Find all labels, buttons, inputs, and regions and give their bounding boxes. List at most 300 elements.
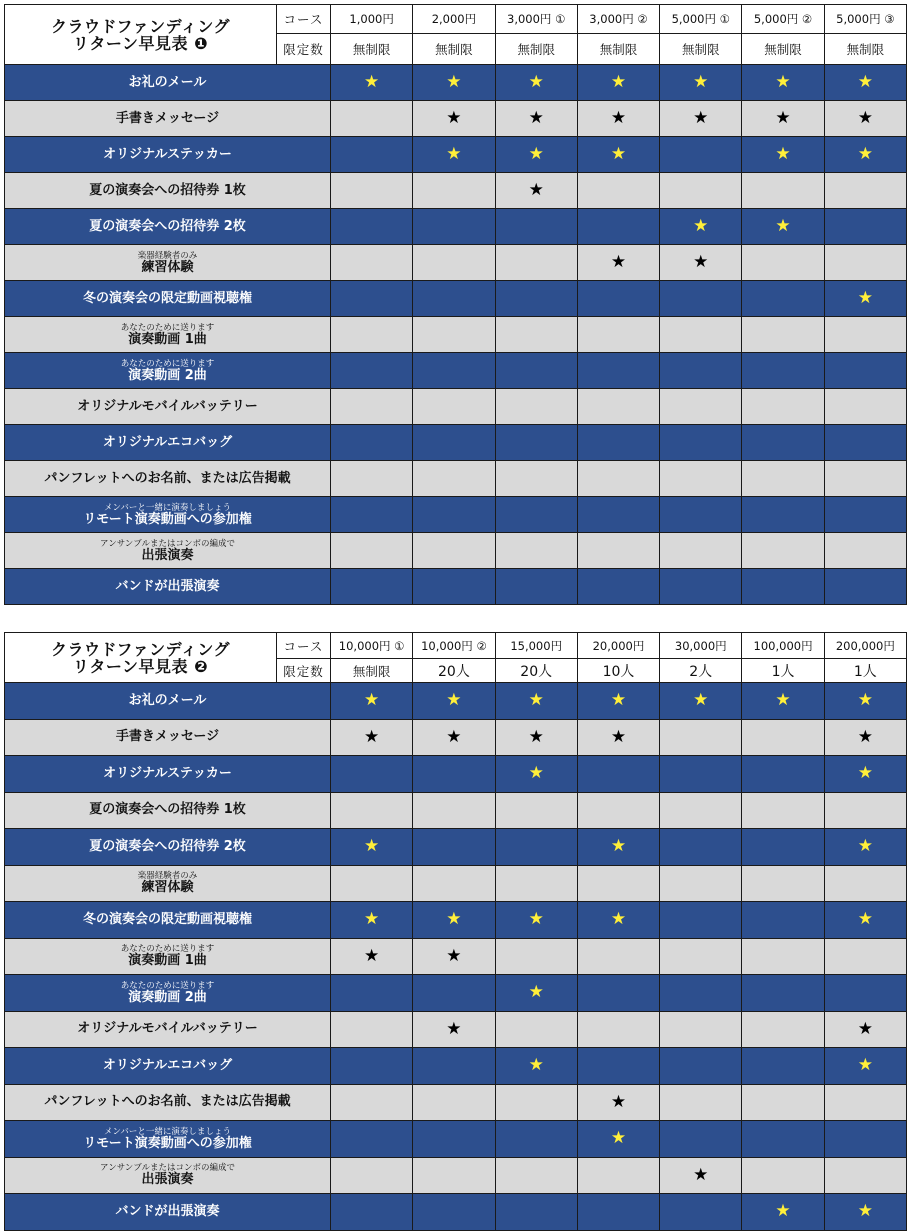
star-icon: ★: [693, 252, 709, 272]
reward-name: 夏の演奏会への招待券 2枚: [89, 218, 246, 234]
limit-cell: 無制限: [660, 34, 742, 65]
reward-label: [5, 497, 331, 533]
reward-row: [5, 281, 907, 317]
reward-cell: [660, 317, 742, 353]
reward-name: オリジナルステッカー: [103, 765, 232, 781]
reward-cell: [660, 975, 742, 1012]
reward-cell: [824, 137, 906, 173]
limit-cell: 無制限: [495, 34, 577, 65]
reward-label: [5, 425, 331, 461]
reward-cell: [824, 425, 906, 461]
reward-cell: [495, 245, 577, 281]
course-header-cell: 3,000円 ②: [577, 5, 659, 34]
reward-row: [5, 975, 907, 1012]
star-icon: ★: [528, 690, 544, 711]
reward-cell: [824, 1121, 906, 1158]
star-icon: ★: [446, 726, 462, 747]
reward-note: 楽器経験者のみ: [137, 250, 198, 261]
reward-cell: [495, 425, 577, 461]
reward-cell: [495, 829, 577, 866]
star-icon: ★: [610, 108, 627, 128]
star-icon: ★: [857, 1018, 873, 1039]
reward-label: [5, 829, 331, 866]
star-icon: ★: [857, 144, 873, 164]
reward-cell: [824, 1157, 906, 1194]
reward-name: パンフレットへのお名前、または広告掲載: [44, 1094, 291, 1110]
star-icon: ★: [364, 726, 380, 747]
reward-cell: [577, 792, 659, 829]
reward-cell: [660, 137, 742, 173]
reward-cell: [742, 173, 824, 209]
reward-cell: [742, 792, 824, 829]
reward-cell: [331, 281, 413, 317]
reward-cell: [824, 683, 906, 720]
reward-cell: [331, 938, 413, 975]
limit-header-label: 限定数: [277, 659, 331, 683]
reward-cell: [577, 425, 659, 461]
reward-note: 楽器経験者のみ: [137, 871, 198, 882]
reward-name: 出張演奏: [141, 1172, 194, 1188]
reward-cell: [742, 719, 824, 756]
limit-cell: 無制限: [577, 34, 659, 65]
reward-cell: [413, 65, 495, 101]
course-header-cell: 3,000円 ①: [495, 5, 577, 34]
reward-row: [5, 902, 907, 939]
reward-name: 練習体験: [141, 880, 194, 896]
reward-cell: [331, 569, 413, 605]
star-icon: ★: [693, 216, 709, 236]
reward-cell: [331, 975, 413, 1012]
reward-cell: [331, 756, 413, 793]
star-icon: ★: [528, 909, 544, 930]
reward-cell: [495, 756, 577, 793]
reward-note: メンバーと一緒に演奏しましょう: [104, 502, 231, 513]
reward-label: [5, 281, 331, 317]
reward-cell: [331, 1194, 413, 1231]
reward-cell: [742, 353, 824, 389]
reward-cell: [577, 1048, 659, 1085]
reward-label: [5, 353, 331, 389]
star-icon: ★: [528, 982, 544, 1003]
reward-name: オリジナルエコバッグ: [102, 1057, 233, 1073]
star-icon: ★: [610, 690, 627, 711]
reward-cell: [413, 756, 495, 793]
reward-name: 演奏動画 1曲: [128, 953, 207, 969]
reward-row: [5, 245, 907, 281]
reward-cell: [331, 1121, 413, 1158]
reward-cell: [742, 975, 824, 1012]
reward-label: [5, 792, 331, 829]
reward-cell: [824, 975, 906, 1012]
star-icon: ★: [610, 72, 627, 92]
reward-cell: [495, 317, 577, 353]
reward-cell: [331, 683, 413, 720]
reward-cell: [577, 137, 659, 173]
star-icon: ★: [610, 144, 627, 164]
reward-cell: [742, 1121, 824, 1158]
reward-cell: [577, 975, 659, 1012]
reward-row: [5, 137, 907, 173]
reward-cell: [413, 137, 495, 173]
reward-cell: [495, 938, 577, 975]
reward-cell: [660, 719, 742, 756]
star-icon: ★: [857, 108, 873, 128]
reward-label: [5, 1194, 331, 1231]
reward-cell: [660, 756, 742, 793]
reward-label: [5, 173, 331, 209]
reward-cell: [577, 569, 659, 605]
reward-row: [5, 1048, 907, 1085]
reward-cell: [660, 461, 742, 497]
reward-cell: [577, 1121, 659, 1158]
reward-cell: [495, 865, 577, 902]
reward-row: [5, 425, 907, 461]
reward-cell: [413, 1157, 495, 1194]
reward-name: リモート演奏動画への参加権: [83, 511, 252, 527]
reward-label: [5, 461, 331, 497]
reward-cell: [413, 245, 495, 281]
reward-name: オリジナルエコバッグ: [102, 434, 233, 450]
reward-cell: [742, 938, 824, 975]
reward-cell: [331, 209, 413, 245]
limit-cell: 20人: [413, 659, 495, 683]
reward-name: 手書きメッセージ: [115, 110, 220, 126]
reward-row: [5, 1084, 907, 1121]
reward-cell: [413, 1084, 495, 1121]
reward-cell: [577, 497, 659, 533]
reward-label: [5, 1157, 331, 1194]
reward-row: [5, 497, 907, 533]
table-title-line1: クラウドファンディング: [50, 639, 231, 659]
reward-cell: [495, 353, 577, 389]
reward-cell: [824, 209, 906, 245]
star-icon: ★: [364, 836, 380, 857]
reward-cell: [331, 317, 413, 353]
reward-note: アンサンブルまたはコンボの編成で: [100, 538, 235, 549]
reward-cell: [660, 938, 742, 975]
reward-label: [5, 389, 331, 425]
reward-cell: [577, 829, 659, 866]
reward-table-2: [4, 632, 907, 1231]
star-icon: ★: [693, 690, 709, 711]
reward-cell: [660, 353, 742, 389]
reward-cell: [413, 461, 495, 497]
reward-row: [5, 65, 907, 101]
reward-cell: [331, 792, 413, 829]
reward-cell: [495, 1121, 577, 1158]
reward-cell: [742, 281, 824, 317]
reward-cell: [742, 65, 824, 101]
reward-name: 練習体験: [141, 259, 194, 275]
star-icon: ★: [364, 72, 380, 92]
star-icon: ★: [610, 1128, 627, 1149]
reward-cell: [824, 938, 906, 975]
limit-cell: 10人: [577, 659, 659, 683]
star-icon: ★: [775, 144, 791, 164]
reward-row: [5, 1194, 907, 1231]
star-icon: ★: [610, 1091, 627, 1112]
reward-cell: [413, 719, 495, 756]
course-header-cell: 20,000円: [577, 633, 659, 659]
course-header-cell: 1,000円: [331, 5, 413, 34]
limit-cell: 1人: [742, 659, 824, 683]
reward-cell: [331, 1048, 413, 1085]
reward-cell: [824, 865, 906, 902]
reward-cell: [742, 1048, 824, 1085]
reward-note: アンサンブルまたはコンボの編成で: [100, 1163, 235, 1174]
reward-cell: [742, 1084, 824, 1121]
limit-header-label: 限定数: [277, 34, 331, 65]
star-icon: ★: [446, 1018, 462, 1039]
reward-cell: [824, 792, 906, 829]
reward-cell: [331, 389, 413, 425]
reward-cell: [660, 173, 742, 209]
reward-cell: [495, 1084, 577, 1121]
reward-name: 冬の演奏会の限定動画視聴権: [82, 911, 252, 927]
reward-name: 出張演奏: [141, 547, 194, 563]
star-icon: ★: [610, 252, 627, 272]
reward-cell: [331, 719, 413, 756]
reward-cell: [660, 389, 742, 425]
reward-label: [5, 1084, 331, 1121]
reward-cell: [660, 425, 742, 461]
reward-cell: [577, 938, 659, 975]
reward-cell: [495, 101, 577, 137]
reward-cell: [495, 569, 577, 605]
reward-cell: [331, 1157, 413, 1194]
reward-label: [5, 683, 331, 720]
reward-row: [5, 683, 907, 720]
reward-label: [5, 1011, 331, 1048]
reward-cell: [742, 683, 824, 720]
reward-name: お礼のメール: [128, 74, 207, 90]
reward-label: [5, 533, 331, 569]
reward-cell: [577, 245, 659, 281]
reward-cell: [495, 1011, 577, 1048]
reward-cell: [413, 1011, 495, 1048]
table-title: [5, 5, 277, 65]
reward-row: [5, 569, 907, 605]
reward-cell: [331, 137, 413, 173]
reward-row: [5, 865, 907, 902]
reward-cell: [824, 173, 906, 209]
reward-cell: [824, 65, 906, 101]
star-icon: ★: [446, 690, 462, 711]
star-icon: ★: [446, 945, 462, 966]
reward-cell: [413, 353, 495, 389]
table-title-line2: リターン早見表 ❷: [72, 656, 209, 676]
reward-cell: [742, 317, 824, 353]
star-icon: ★: [446, 108, 462, 128]
reward-cell: [660, 65, 742, 101]
reward-cell: [742, 756, 824, 793]
reward-cell: [495, 209, 577, 245]
reward-cell: [331, 461, 413, 497]
course-header-cell: 15,000円: [495, 633, 577, 659]
reward-cell: [824, 1048, 906, 1085]
star-icon: ★: [693, 108, 709, 128]
limit-cell: 無制限: [331, 659, 413, 683]
reward-cell: [413, 533, 495, 569]
reward-cell: [413, 1121, 495, 1158]
star-icon: ★: [364, 690, 380, 711]
reward-note: あなたのために送ります: [120, 944, 215, 955]
limit-cell: 無制限: [331, 34, 413, 65]
reward-row: [5, 1157, 907, 1194]
reward-label: [5, 865, 331, 902]
reward-cell: [577, 533, 659, 569]
star-icon: ★: [610, 726, 627, 747]
reward-row: [5, 353, 907, 389]
reward-cell: [660, 245, 742, 281]
limit-cell: 20人: [495, 659, 577, 683]
reward-cell: [742, 245, 824, 281]
reward-cell: [577, 756, 659, 793]
reward-cell: [413, 1048, 495, 1085]
reward-cell: [577, 1194, 659, 1231]
reward-cell: [413, 792, 495, 829]
reward-name: 演奏動画 2曲: [128, 989, 207, 1005]
reward-cell: [742, 1157, 824, 1194]
star-icon: ★: [857, 763, 873, 784]
reward-cell: [495, 461, 577, 497]
star-icon: ★: [364, 909, 380, 930]
reward-row: [5, 317, 907, 353]
reward-cell: [331, 425, 413, 461]
reward-row: [5, 209, 907, 245]
reward-cell: [824, 389, 906, 425]
reward-row: [5, 173, 907, 209]
course-header-cell: 30,000円: [660, 633, 742, 659]
reward-cell: [577, 1011, 659, 1048]
reward-cell: [742, 1011, 824, 1048]
reward-cell: [824, 1084, 906, 1121]
reward-name: オリジナルモバイルバッテリー: [77, 398, 258, 414]
reward-cell: [742, 902, 824, 939]
reward-cell: [495, 137, 577, 173]
course-header-cell: 100,000円: [742, 633, 824, 659]
reward-cell: [413, 389, 495, 425]
reward-cell: [413, 829, 495, 866]
reward-name: 夏の演奏会への招待券 1枚: [89, 802, 246, 818]
reward-cell: [331, 101, 413, 137]
reward-row: [5, 389, 907, 425]
reward-name: 夏の演奏会への招待券 1枚: [89, 182, 246, 198]
reward-name: オリジナルモバイルバッテリー: [77, 1021, 258, 1037]
limit-cell: 無制限: [413, 34, 495, 65]
reward-label: [5, 317, 331, 353]
star-icon: ★: [857, 690, 873, 711]
reward-cell: [660, 497, 742, 533]
course-header-cell: 10,000円 ①: [331, 633, 413, 659]
reward-cell: [413, 425, 495, 461]
reward-cell: [331, 1084, 413, 1121]
reward-cell: [742, 461, 824, 497]
reward-cell: [660, 209, 742, 245]
reward-cell: [660, 1011, 742, 1048]
reward-cell: [824, 1011, 906, 1048]
reward-cell: [742, 101, 824, 137]
reward-row: [5, 533, 907, 569]
reward-cell: [660, 1194, 742, 1231]
reward-cell: [331, 829, 413, 866]
course-header-cell: 200,000円: [824, 633, 906, 659]
star-icon: ★: [610, 836, 627, 857]
reward-cell: [742, 533, 824, 569]
reward-name: 手書きメッセージ: [115, 729, 220, 745]
reward-cell: [824, 533, 906, 569]
reward-cell: [660, 1084, 742, 1121]
reward-name: 夏の演奏会への招待券 2枚: [89, 838, 246, 854]
reward-cell: [577, 461, 659, 497]
reward-row: [5, 461, 907, 497]
reward-cell: [413, 975, 495, 1012]
reward-cell: [660, 829, 742, 866]
reward-label: [5, 975, 331, 1012]
reward-cell: [495, 792, 577, 829]
reward-label: [5, 137, 331, 173]
course-header-label: コース: [277, 633, 331, 659]
star-icon: ★: [857, 72, 873, 92]
reward-cell: [577, 101, 659, 137]
star-icon: ★: [446, 909, 462, 930]
reward-name: お礼のメール: [128, 692, 207, 708]
star-icon: ★: [775, 1201, 791, 1222]
reward-cell: [577, 1157, 659, 1194]
reward-cell: [660, 1048, 742, 1085]
reward-row: [5, 792, 907, 829]
reward-label: [5, 245, 331, 281]
reward-cell: [577, 353, 659, 389]
reward-note: あなたのために送ります: [120, 358, 215, 369]
reward-table-1: [4, 4, 907, 605]
reward-cell: [331, 497, 413, 533]
star-icon: ★: [857, 288, 873, 308]
reward-label: [5, 756, 331, 793]
reward-label: [5, 209, 331, 245]
reward-cell: [413, 317, 495, 353]
star-icon: ★: [857, 1201, 873, 1222]
reward-cell: [577, 902, 659, 939]
star-icon: ★: [775, 216, 791, 236]
reward-cell: [495, 281, 577, 317]
reward-cell: [413, 569, 495, 605]
reward-cell: [577, 865, 659, 902]
course-header-cell: 5,000円 ②: [742, 5, 824, 34]
reward-note: あなたのために送ります: [120, 322, 215, 333]
reward-cell: [577, 719, 659, 756]
reward-name: オリジナルステッカー: [103, 146, 232, 162]
star-icon: ★: [364, 945, 380, 966]
reward-cell: [331, 245, 413, 281]
reward-label: [5, 65, 331, 101]
star-icon: ★: [857, 836, 873, 857]
table-title-line2: リターン早見表 ❶: [72, 33, 209, 53]
reward-cell: [577, 389, 659, 425]
star-icon: ★: [528, 1055, 544, 1076]
star-icon: ★: [528, 180, 544, 200]
reward-name: バンドが出張演奏: [115, 1203, 220, 1219]
reward-cell: [660, 1121, 742, 1158]
reward-row: [5, 756, 907, 793]
reward-cell: [331, 902, 413, 939]
reward-cell: [495, 173, 577, 209]
star-icon: ★: [775, 690, 791, 711]
reward-cell: [413, 209, 495, 245]
course-header-cell: 10,000円 ②: [413, 633, 495, 659]
reward-cell: [742, 389, 824, 425]
reward-name: リモート演奏動画への参加権: [83, 1135, 252, 1151]
